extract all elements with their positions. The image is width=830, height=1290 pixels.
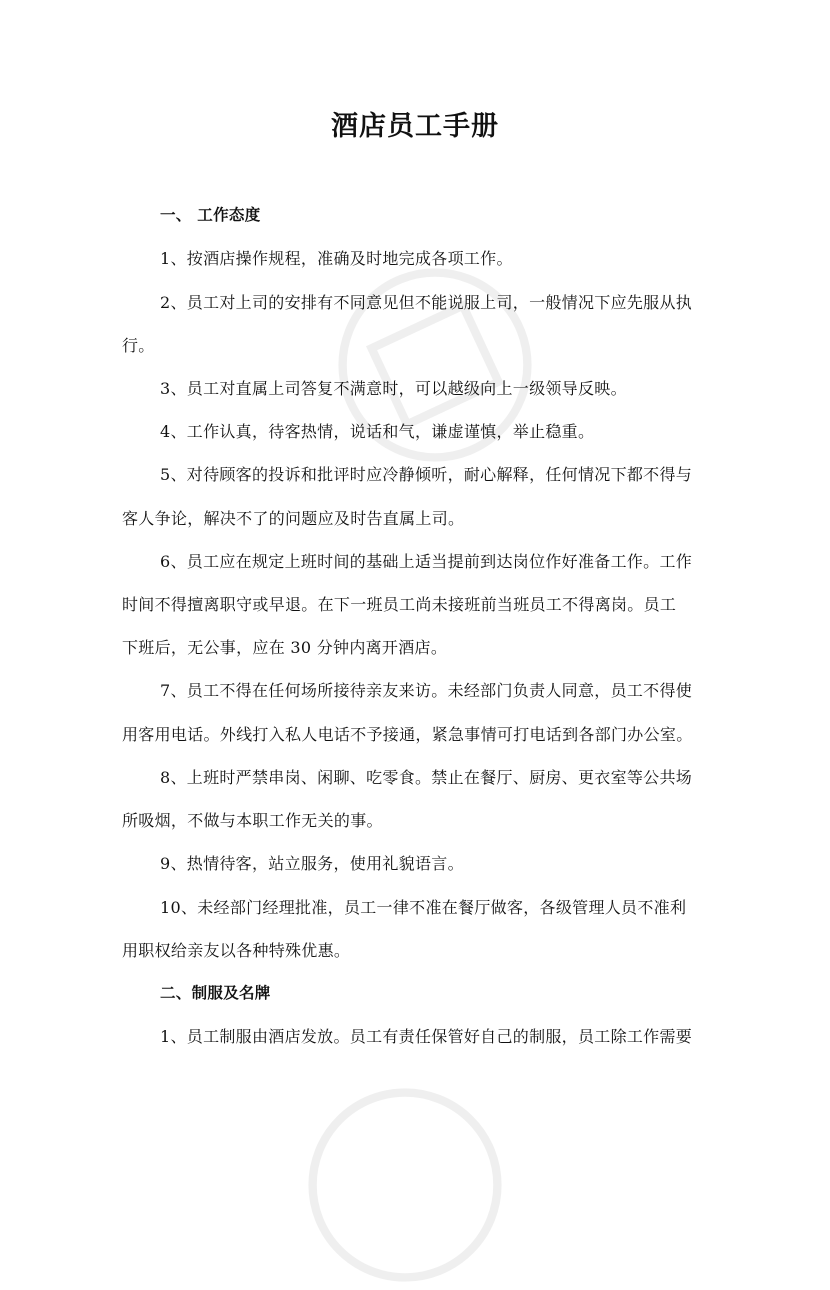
paragraph-line: 用职权给亲友以各种特殊优惠。 [122,941,351,960]
paragraph-line: 3、员工对直属上司答复不满意时，可以越级向上一级领导反映。 [160,379,627,398]
paragraph-line: 1、员工制服由酒店发放。员工有责任保管好自己的制服，员工除工作需要 [160,1027,693,1046]
paragraph-line: 9、热情待客，站立服务，使用礼貌语言。 [160,854,464,873]
section-heading: 一、 工作态度 [160,206,261,224]
paragraph-line: 1、按酒店操作规程，准确及时地完成各项工作。 [160,249,513,268]
paragraph-line: 下班后，无公事，应在 30 分钟内离开酒店。 [122,638,448,657]
paragraph-line: 4、工作认真，待客热情，说话和气，谦虚谨慎，举止稳重。 [160,422,595,441]
paragraph-line: 所吸烟，不做与本职工作无关的事。 [122,811,383,830]
watermark-logo [300,1080,510,1290]
paragraph-line: 10、未经部门经理批准，员工一律不准在餐厅做客，各级管理人员不准利 [160,898,687,917]
paragraph-line: 客人争论，解决不了的问题应及时告直属上司。 [122,509,465,528]
section-heading: 二、制服及名牌 [160,984,271,1002]
paragraph-line: 5、对待顾客的投诉和批评时应冷静倾听，耐心解释，任何情况下都不得与 [160,465,693,484]
document-title: 酒店员工手册 [331,111,499,142]
paragraph-line: 时间不得擅离职守或早退。在下一班员工尚未接班前当班员工不得离岗。员工 [122,595,677,614]
paragraph-line: 6、员工应在规定上班时间的基础上适当提前到达岗位作好准备工作。工作 [160,552,693,571]
paragraph-line: 2、员工对上司的安排有不同意见但不能说服上司，一般情况下应先服从执 [160,293,693,312]
paragraph-line: 7、员工不得在任何场所接待亲友来访。未经部门负责人同意，员工不得使 [160,681,693,700]
paragraph-line: 用客用电话。外线打入私人电话不予接通，紧急事情可打电话到各部门办公室。 [122,725,693,744]
paragraph-line: 8、上班时严禁串岗、闲聊、吃零食。禁止在餐厅、厨房、更衣室等公共场 [160,768,693,787]
paragraph-line: 行。 [122,336,155,355]
